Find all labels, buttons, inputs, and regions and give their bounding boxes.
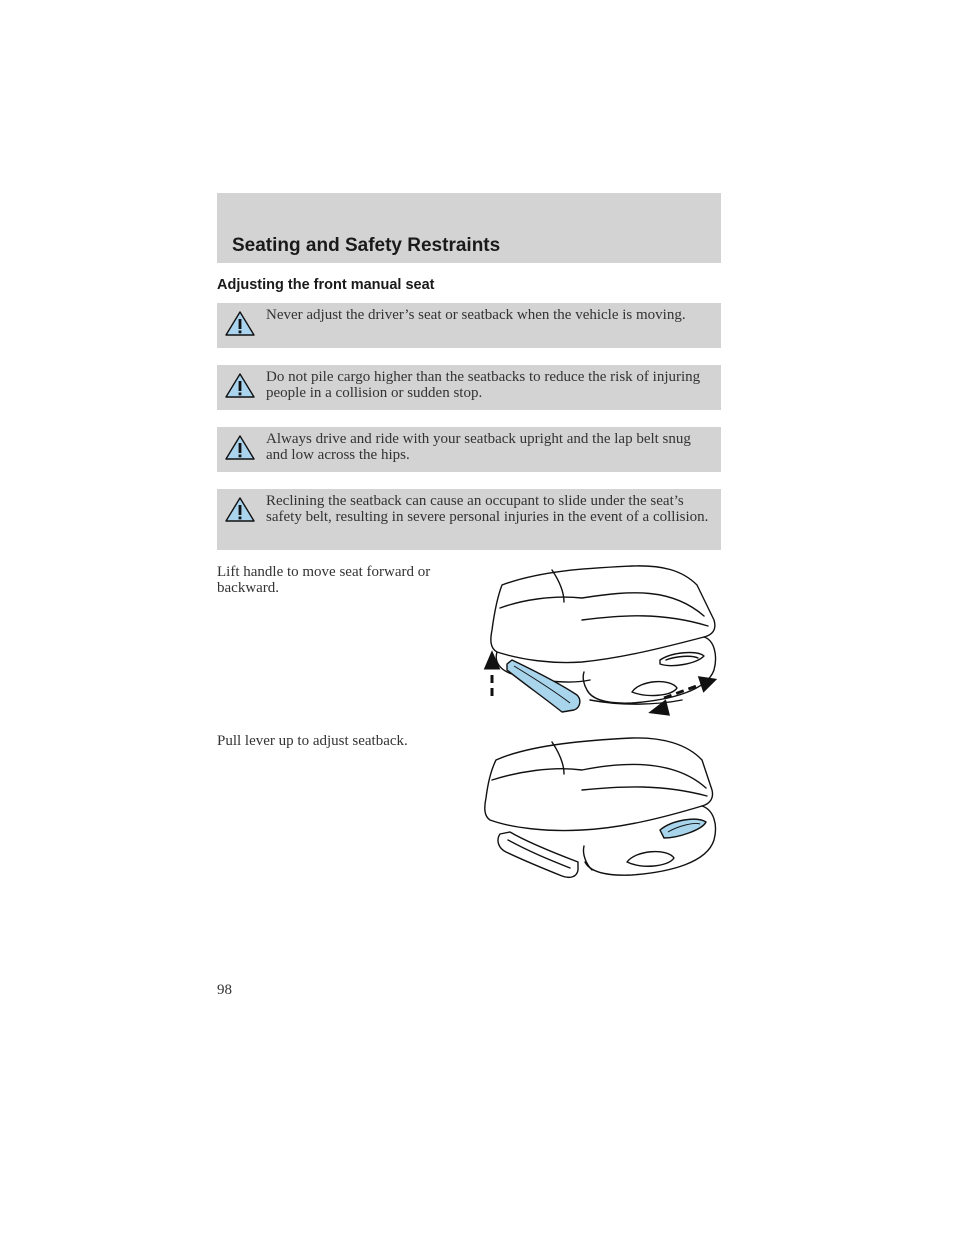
page-number: 98 (217, 982, 232, 998)
warning-box (217, 427, 721, 472)
warning-triangle-icon (224, 496, 256, 523)
instruction-text: Pull lever up to adjust seatback. (217, 733, 408, 749)
seat-track-illustration (482, 560, 722, 720)
seatback-lever-illustration (482, 730, 722, 885)
warning-text: Do not pile cargo higher than the seatbacks to reduce the risk of injuring people in a collision or sudden stop. (266, 369, 701, 401)
warning-text: Never adjust the driver’s seat or seatback when the vehicle is moving. (266, 307, 686, 323)
warning-box (217, 303, 721, 348)
warning-text: Always drive and ride with your seatback upright and the lap belt snug and low across the hips. (266, 431, 691, 463)
section-heading: Adjusting the front manual seat (217, 277, 435, 293)
warning-triangle-icon (224, 372, 256, 399)
warning-triangle-icon (224, 310, 256, 337)
warning-box (217, 365, 721, 410)
warning-text: Reclining the seatback can cause an occupant to slide under the seat’s safety belt, resulting in severe personal injuries in the event of a collision. (266, 493, 709, 525)
instruction-text: Lift handle to move seat forward or backward. (217, 564, 431, 596)
page-title: Seating and Safety Restraints (232, 235, 501, 256)
warning-box (217, 489, 721, 550)
header-band (217, 193, 721, 263)
warning-triangle-icon (224, 434, 256, 461)
